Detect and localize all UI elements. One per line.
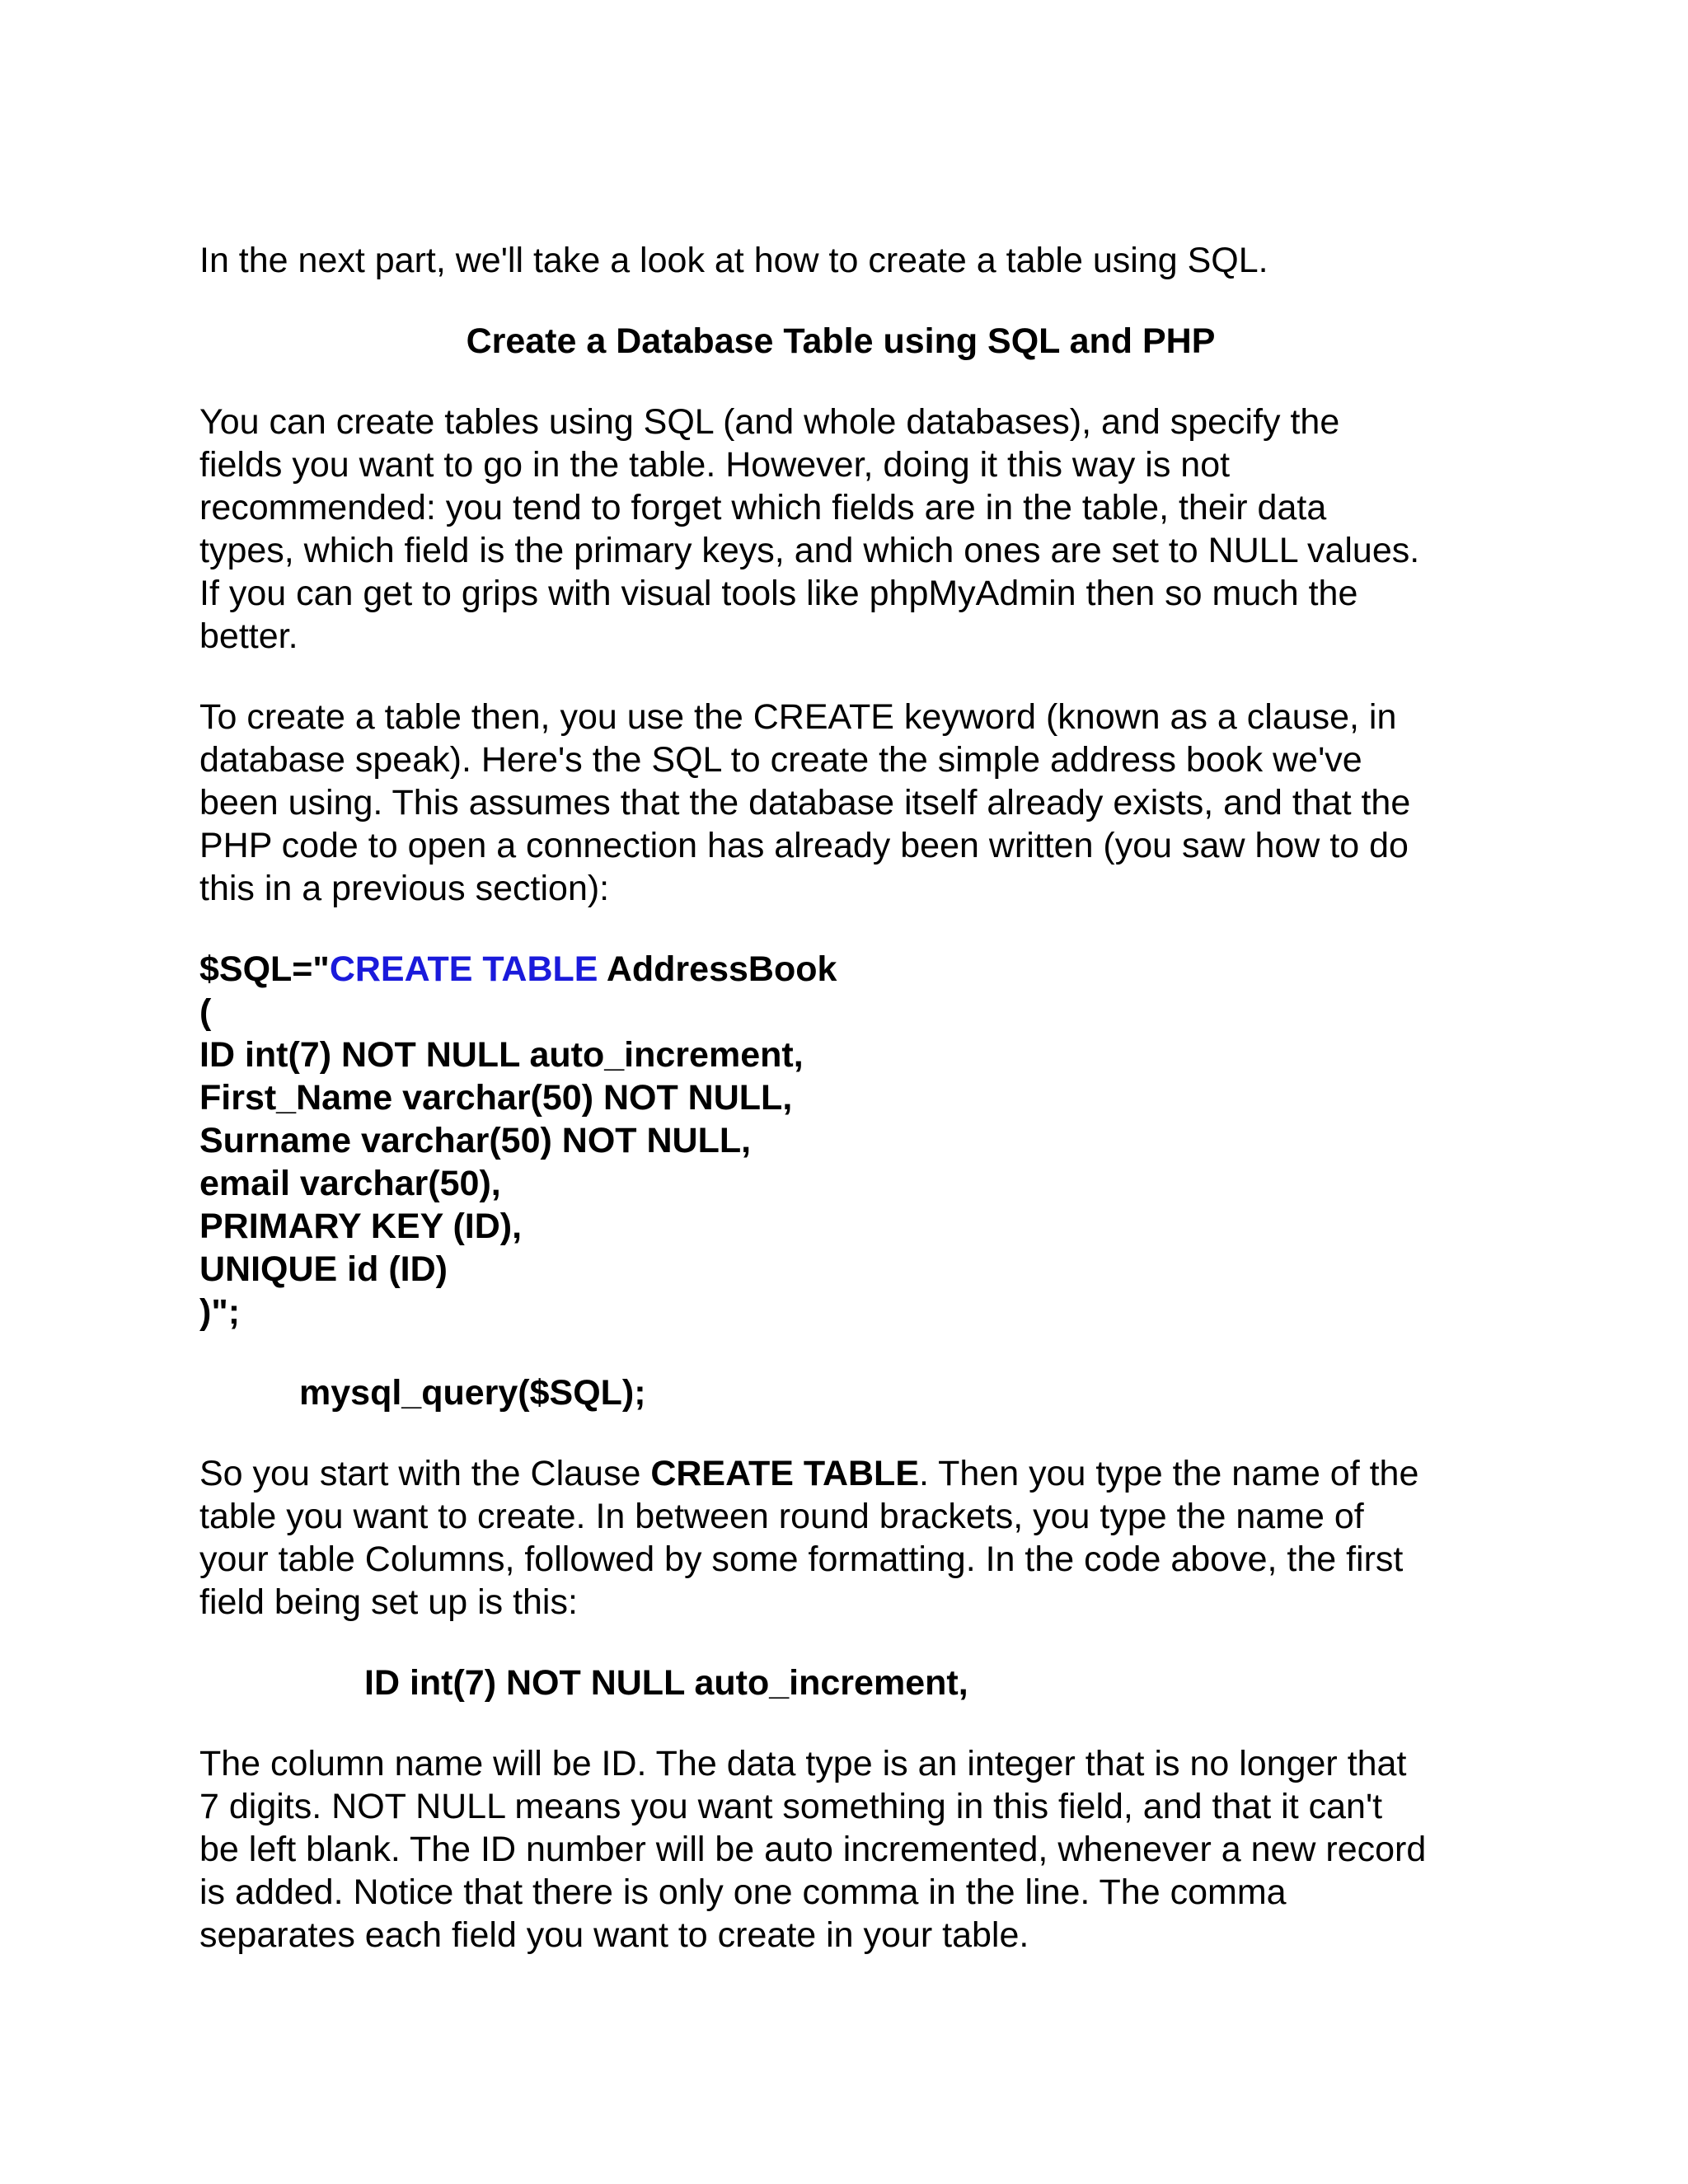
text-line: your table Columns, followed by some formatting. In the code above, the first: [199, 1540, 1404, 1579]
text-line: To create a table then, you use the CREATE keyword (known as a clause, in: [199, 697, 1397, 737]
code-line: (: [199, 992, 212, 1032]
text-line: fields you want to go in the table. However, doing it this way is not: [199, 445, 1231, 485]
code-line: PRIMARY KEY (ID),: [199, 1207, 523, 1246]
section-heading: Create a Database Table using SQL and PHP: [466, 321, 1216, 361]
code-table-name: AddressBook: [598, 949, 837, 989]
text-line: PHP code to open a connection has already been written (you saw how to do: [199, 826, 1409, 865]
text-line: You can create tables using SQL (and whole databases), and specify the: [199, 402, 1340, 442]
text-line: 7 digits. NOT NULL means you want something in this field, and that it can't: [199, 1787, 1383, 1826]
code-line: email varchar(50),: [199, 1164, 501, 1203]
code-line: )";: [199, 1292, 241, 1332]
paragraph-create-keyword: [199, 696, 1502, 910]
paragraph-id-column: [199, 1742, 1502, 1957]
text-rest: . Then you type the name of the: [919, 1454, 1419, 1493]
paragraph-why-not-sql: [199, 401, 1502, 658]
text-line: is added. Notice that there is only one comma in the line. The comma: [199, 1872, 1287, 1912]
code-line-create: [199, 948, 1502, 991]
text-line: better.: [199, 616, 298, 656]
document-page: [199, 239, 1502, 1994]
text-line: been using. This assumes that the database itself already exists, and that the: [199, 783, 1411, 823]
code-line: Surname varchar(50) NOT NULL,: [199, 1121, 752, 1160]
text-line: recommended: you tend to forget which fields are in the table, their data: [199, 488, 1327, 527]
code-prefix: $SQL=": [199, 949, 330, 989]
text-line: be left blank. The ID number will be auto incremented, whenever a new record: [199, 1830, 1427, 1869]
sql-code-block: [199, 948, 1502, 1333]
text-line: If you can get to grips with visual tools like phpMyAdmin then so much the: [199, 574, 1358, 613]
text-line: [199, 1452, 1502, 1495]
bold-clause: CREATE TABLE: [650, 1454, 919, 1493]
text-line: The column name will be ID. The data type is an integer that is no longer that: [199, 1744, 1407, 1783]
sql-keyword: CREATE TABLE: [329, 949, 598, 989]
code-line: UNIQUE id (ID): [199, 1249, 448, 1289]
text-line: table you want to create. In between round brackets, you type the name of: [199, 1497, 1364, 1536]
text-line: this in a previous section):: [199, 869, 610, 908]
mysql-query-line: mysql_query($SQL);: [299, 1373, 646, 1413]
text-line: separates each field you want to create in your table.: [199, 1915, 1029, 1955]
text-line: field being set up is this:: [199, 1582, 578, 1622]
text-line: database speak). Here's the SQL to create the simple address book we've: [199, 740, 1362, 780]
text-line: types, which field is the primary keys, and which ones are set to NULL values.: [199, 531, 1420, 570]
paragraph-clause-explanation: [199, 1452, 1502, 1624]
code-line: First_Name varchar(50) NOT NULL,: [199, 1078, 793, 1118]
text-lead: So you start with the Clause: [199, 1454, 651, 1493]
code-line: ID int(7) NOT NULL auto_increment,: [199, 1035, 804, 1075]
example-field-line: ID int(7) NOT NULL auto_increment,: [364, 1663, 968, 1703]
intro-paragraph: In the next part, we'll take a look at how to create a table using SQL.: [199, 241, 1268, 280]
